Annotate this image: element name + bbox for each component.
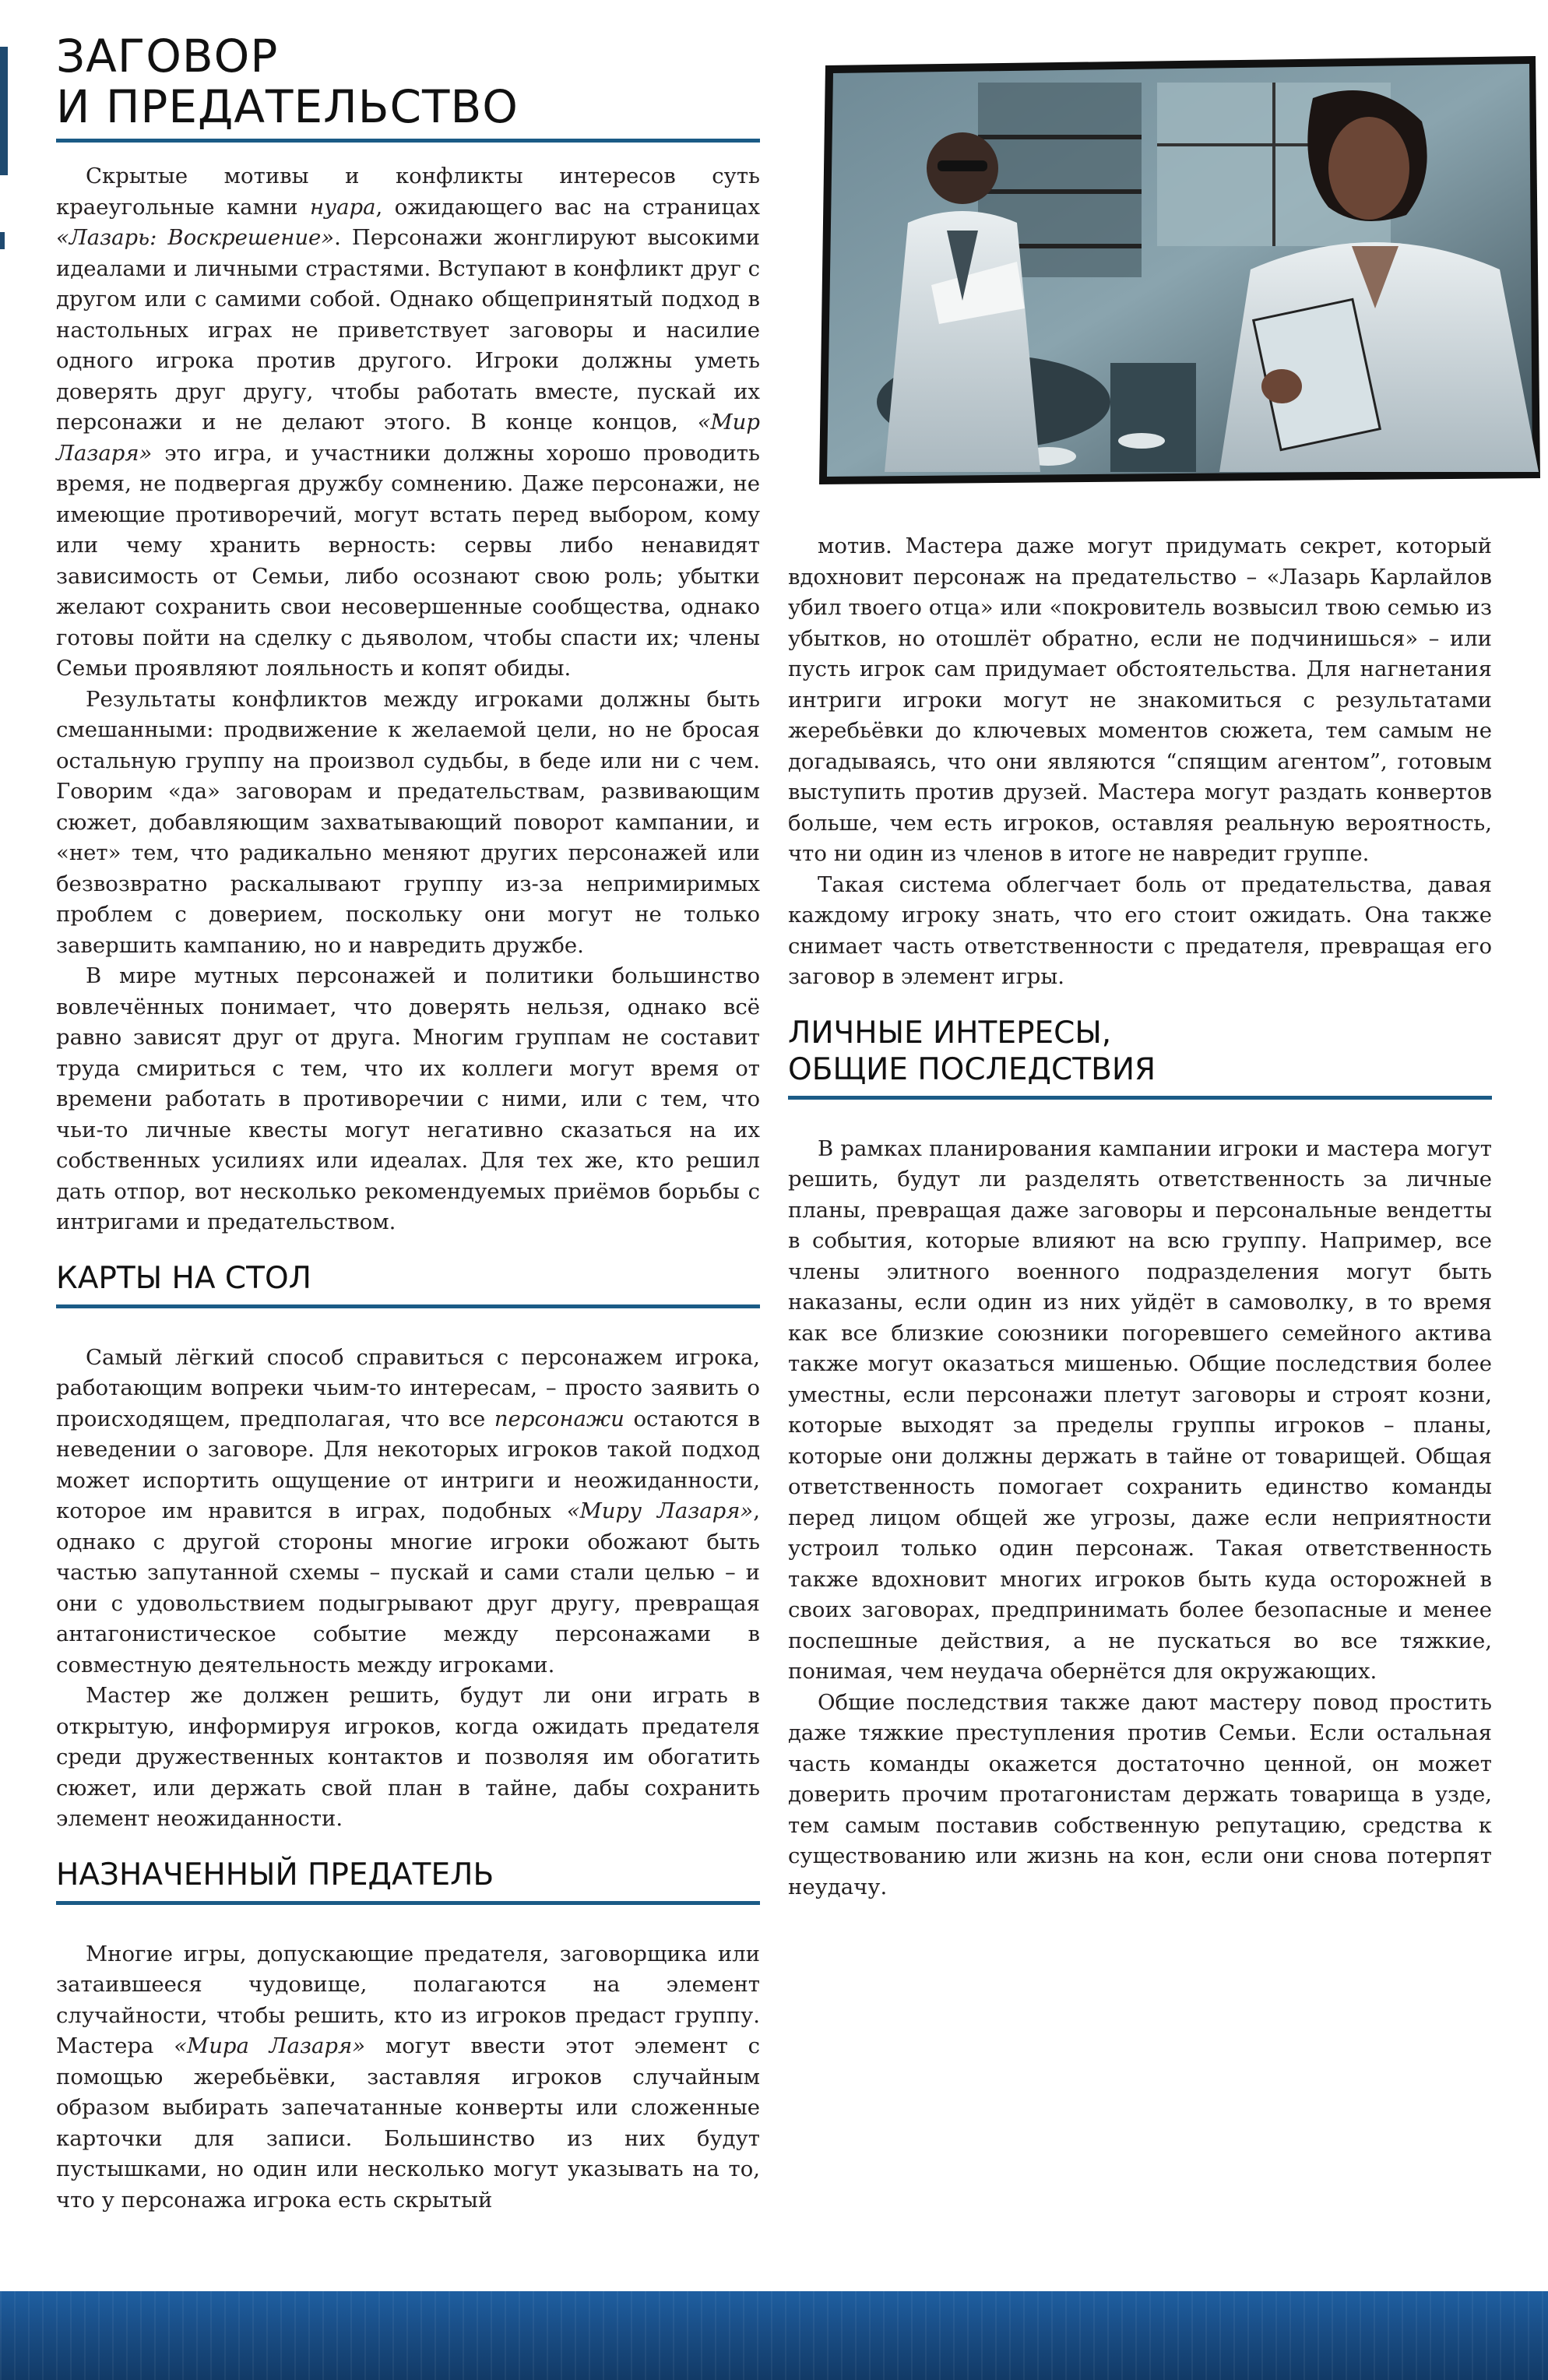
page-title: [56, 31, 760, 132]
paragraph: [56, 961, 760, 1238]
page-title-line-1: ЗАГОВОР: [56, 30, 279, 83]
paragraph: [788, 1134, 1492, 1688]
text-run: , однако с другой стороны многие игроки обожают быть частью запутанной схемы – пускай и сами стали целью – и они с удовольствием подыгрывают друг другу, превращая антагонистическое событие между персонажами в совместную деятельность между игроками.: [56, 1498, 761, 1678]
page-title-line-2: И ПРЕДАТЕЛЬСТВО: [56, 80, 519, 133]
left-column: [56, 31, 760, 2216]
text-run: Такая система облегчает боль от предательства, давая каждому игроку знать, что его стоит ожидать. Она также снимает часть ответственности с предателя, превращая его заговор в элемент игры.: [788, 871, 1492, 989]
page-footer-texture: [0, 2291, 1548, 2380]
italic-run: нуара: [310, 194, 376, 220]
section-heading-traitor-line: НАЗНАЧЕННЫЙ ПРЕДАТЕЛЬ: [56, 1857, 494, 1892]
section-heading-cards: [56, 1260, 760, 1297]
italic-run: «Мира Лазаря»: [174, 2033, 366, 2058]
text-run: В мире мутных персонажей и политики большинство вовлечённых понимает, что доверять нельзя, однако всё равно зависят друг от друга. Многим группам не составит труда смириться с тем, что их коллеги могут время от времени работать в противоречии с ними, или с тем, что чьи-то личные квесты могут негативно сказаться на их собственных усилиях или идеалах. Для тех же, кто решил дать отпор, вот несколько рекомендуемых приёмов борьбы с интригами и предательством.: [56, 963, 760, 1234]
section-heading-cards-line: КАРТЫ НА СТОЛ: [56, 1260, 311, 1296]
paragraph: [56, 1681, 760, 1835]
text-run: , ожидающего вас на страницах: [375, 194, 760, 220]
text-run: могут ввести этот элемент с помощью жеребьёвки, заставляя игроков случайным образом выбирать запечатанные конверты или сложенные карточки для записи. Большинство из них будут пустышками, но один или несколько могут указывать на то, что у персонажа игрока есть скрытый: [56, 2033, 760, 2213]
paragraph: [788, 870, 1492, 993]
section-text-shared: [788, 1134, 1492, 1903]
text-run: Самый лёгкий способ справиться с персонажем игрока, работающим вопреки чьим-то интересам, – просто заявить о происходящем, предполагая, что все: [56, 1344, 760, 1431]
italic-run: персонажи: [494, 1406, 624, 1431]
text-run: мотив. Мастера даже могут придумать секрет, который вдохновит персонаж на предательство – «Лазарь Карлайлов убил твоего отца» или «покровитель возвысил твою семью из убытков, но отошлёт обратно, если не подчинишься» – или пусть игрок сам придумает обстоятельства. Для нагнетания интриги игроки могут не знакомиться с результатами жеребьёвки до ключевых моментов сюжета, тем самым не догадываясь, что они являются “спящим агентом”, готовым выступить против друзей. Мастера могут раздать конвертов больше, чем есть игроков, оставляя реальную вероятность, что ни один из членов в итоге не навредит группе.: [788, 533, 1492, 866]
section-text-traitor: [56, 1939, 760, 2216]
text-run: это игра, и участники должны хорошо проводить время, не подвергая дружбу сомнению. Даже персонажи, не имеющие противоречий, могут встать перед выбором, кому или чему хранить верность: сервы либо ненавидят зависимость от Семьи, либо осознают свою роль; убытки желают сохранить свои несовершенные сообщества, однако готовы пойти на сделку с дьяволом, чтобы спасти их; члены Семьи проявляют лояльность и копят обиды.: [56, 440, 760, 681]
text-run: остаются в неведении о заговоре. Для некоторых игроков такой подход может испортить ощущение от интриги и неожиданности, которое им нравится в играх, подобных: [56, 1406, 761, 1523]
text-run: Результаты конфликтов между игроками должны быть смешанными: продвижение к желаемой цели, но не бросая остальную группу на произвол судьбы, в беде или ни с чем. Говорим «да» заговорам и предательствам, развивающим сюжет, добавляющим захватывающий поворот кампании, и «нет» тем, что радикально меняют других персонажей или безвозвратно раскалывают группу из-за непримиримых проблем с доверием, поскольку они могут не только завершить кампанию, но и навредить дружбе.: [56, 686, 760, 958]
section-heading-shared: [788, 1015, 1492, 1088]
paragraph: [56, 1939, 760, 2216]
paragraph: [788, 531, 1492, 870]
section-heading-traitor: [56, 1857, 760, 1893]
italic-run: «Миру Лазаря»: [566, 1498, 754, 1523]
left-edge-bar: [0, 47, 8, 175]
paragraph: [56, 1343, 760, 1681]
italic-run: «Мир Лазаря»: [56, 410, 760, 466]
section-heading-shared-line-1: ЛИЧНЫЕ ИНТЕРЕСЫ,: [788, 1015, 1112, 1051]
text-run: Мастер же должен решить, будут ли они играть в открытую, информируя игроков, когда ожидать предателя среди дружественных контактов и позволяя им обогатить сюжет, или держать свой план в тайне, дабы сохранить элемент неожиданности.: [56, 1683, 760, 1831]
paragraph: [56, 685, 760, 962]
text-run: Скрытые мотивы и конфликты интересов суть краеугольные камни: [56, 164, 760, 220]
right-text-continued: [788, 531, 1492, 993]
intro-text: [56, 161, 760, 1238]
comic-illustration: [814, 51, 1546, 491]
section-text-cards: [56, 1343, 760, 1835]
text-run: . Персонажи жонглируют высокими идеалами и личными страстями. Вступают в конфликт друг с другом или с самими собой. Однако общепринятый подход в настольных играх не приветствует заговоры и насилие одного игрока против другого. Игроки должны уметь доверять друг другу, чтобы работать вместе, пускай их персонажи и не делают этого. В конце концов,: [56, 225, 760, 435]
text-run: Многие игры, допускающие предателя, заговорщика или затаившееся чудовище, полагаются на элемент случайности, чтобы решить, кто из игроков предаст группу. Мастера: [56, 1941, 760, 2058]
text-run: В рамках планирования кампании игроки и мастера могут решить, будут ли разделять ответственность за личные планы, превращая даже заговоры и персональные вендетты в события, которые влияют на всю группу. Например, все члены элитного военного подразделения могут быть наказаны, если один из них уйдёт в самоволку, в то время как все близкие союзники погоревшего семейного актива также могут оказаться мишенью. Общие последствия более уместны, если персонажи плетут заговоры и строят козни, которые выходят за пределы группы игроков – планы, которые они должны держать в тайне от товарищей. Общая ответственность помогает сохранить единство команды перед лицом общей же угрозы, даже если неприятности устроил только один персонаж. Такая ответственность также вдохновит многих игроков быть куда осторожней в своих заговорах, предпринимать более безопасные и менее поспешные действия, а не пускаться во все тяжкие, понимая, чем неудача обернётся для окружающих.: [788, 1135, 1492, 1684]
text-run: Общие последствия также дают мастеру повод простить даже тяжкие преступления против Семьи. Если остальная часть команды окажется достаточно ценной, он может доверить прочим протагонистам держать товарища в узде, тем самым поставив собственную репутацию, средства к существованию или жизнь на кон, если они снова потерпят неудачу.: [788, 1689, 1492, 1899]
left-edge-mark: [0, 232, 5, 249]
paragraph: [788, 1688, 1492, 1903]
paragraph: [56, 161, 760, 685]
section-heading-shared-line-2: ОБЩИЕ ПОСЛЕДСТВИЯ: [788, 1051, 1156, 1087]
right-column: [788, 531, 1492, 1903]
italic-run: «Лазарь: Воскрешение»: [56, 225, 335, 250]
